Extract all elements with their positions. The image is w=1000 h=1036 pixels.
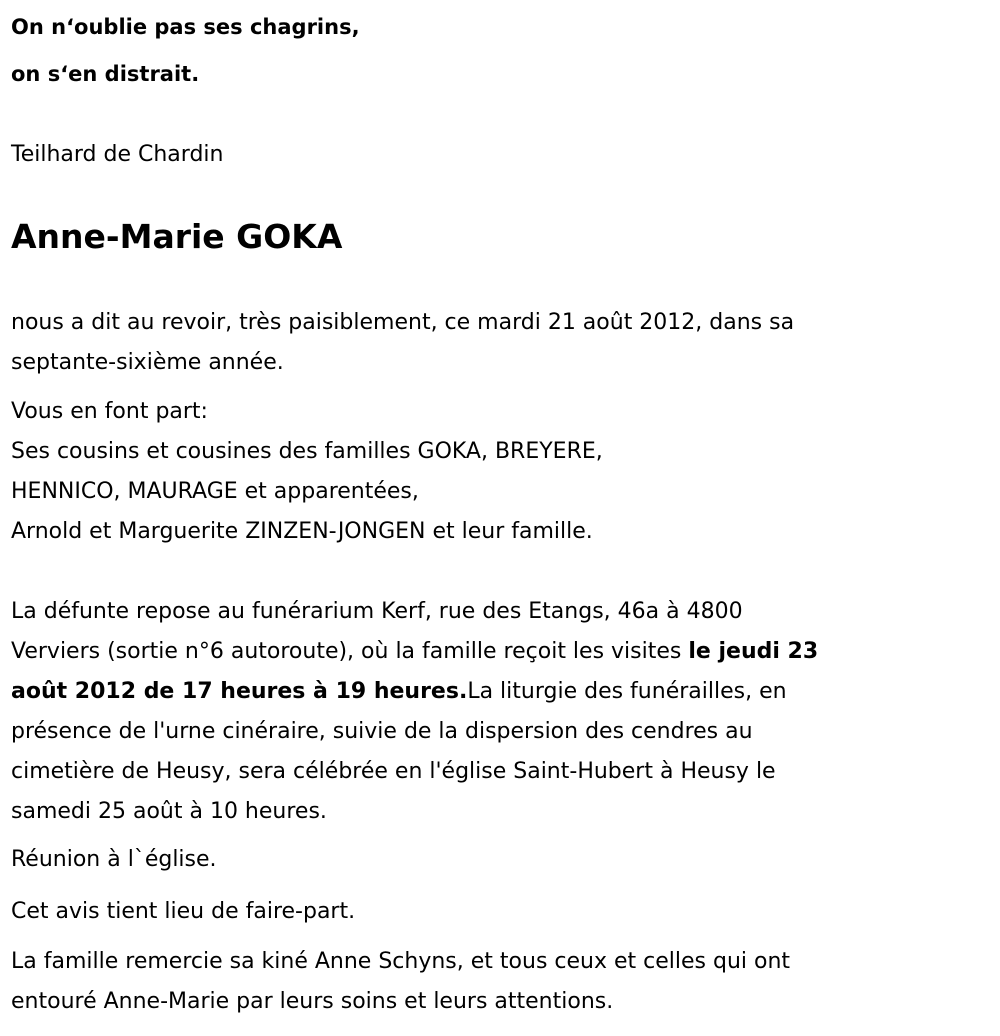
text-line: présence de l'urne cinéraire, suivie de la dispersion des cendres au [11,719,753,744]
text-line: septante-sixième année. [11,350,284,375]
text-line [11,672,818,712]
text-segment: La liturgie des funérailles, en [467,679,787,704]
funeral-paragraph [11,592,818,832]
quote-line: On n‘oublie pas ses chagrins, [11,15,360,39]
notice-text: Cet avis tient lieu de faire-part. [11,899,356,924]
text-line: Arnold et Marguerite ZINZEN-JONGEN et leur famille. [11,519,593,544]
text-line: HENNICO, MAURAGE et apparentées, [11,479,419,504]
visit-time-bold: août 2012 de 17 heures à 19 heures. [11,679,468,704]
family-paragraph [11,392,603,552]
text-segment: Verviers (sortie n°6 autoroute), où la famille reçoit les visites [11,639,689,664]
text-line: Vous en font part: [11,399,208,424]
text-line: samedi 25 août à 10 heures. [11,799,327,824]
text-line: cimetière de Heusy, sera célébrée en l'église Saint-Hubert à Heusy le [11,759,776,784]
deceased-name: Anne-Marie GOKA [11,217,343,256]
quote-line: on s‘en distrait. [11,62,200,86]
announcement-paragraph [11,303,794,383]
text-line [11,632,818,672]
thanks-paragraph [11,942,790,1022]
text-line: entouré Anne-Marie par leurs soins et leurs attentions. [11,989,614,1014]
text-line: La famille remercie sa kiné Anne Schyns, et tous ceux et celles qui ont [11,949,791,974]
meeting-text: Réunion à l`église. [11,847,217,872]
text-line: Ses cousins et cousines des familles GOKA, BREYERE, [11,439,603,464]
quote [11,4,360,98]
text-line: La défunte repose au funérarium Kerf, rue des Etangs, 46a à 4800 [11,599,743,624]
text-line: nous a dit au revoir, très paisiblement, ce mardi 21 août 2012, dans sa [11,310,795,335]
visit-date-bold: le jeudi 23 [688,639,819,664]
quote-author: Teilhard de Chardin [11,142,224,167]
